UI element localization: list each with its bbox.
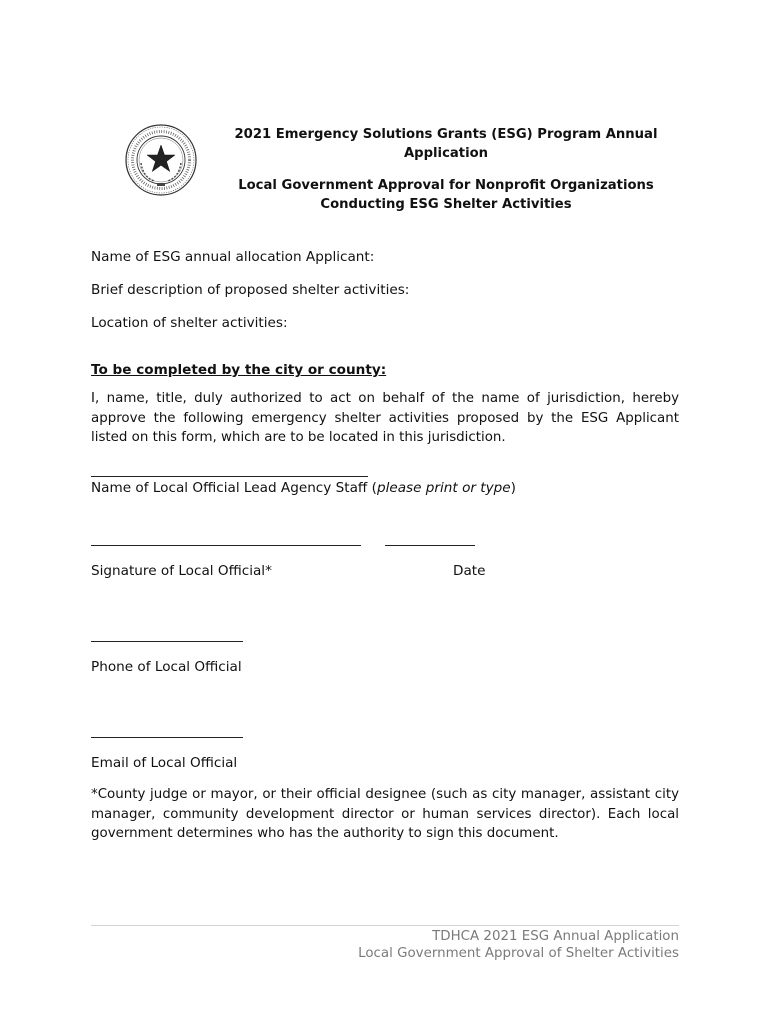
phone-label: Phone of Local Official [91,659,242,675]
email-line[interactable] [91,737,243,738]
official-name-label [91,479,516,497]
page-footer [358,928,679,962]
activity-description-label: Brief description of proposed shelter activities: [91,282,410,298]
activity-location-label: Location of shelter activities: [91,315,288,331]
document-subtitle [210,176,682,214]
official-name-label-italic: please print or type [376,480,511,496]
official-name-label-suffix: ) [510,480,516,496]
document-subtitle-line2: Conducting ESG Shelter Activities [320,197,572,212]
signatory-footnote: *County judge or mayor, or their official designee (such as city manager, assistant city manager, community development director or human services director). Each local government determines who has the authority to sign this document. [91,787,679,841]
applicant-name-label: Name of ESG annual allocation Applicant: [91,249,375,265]
state-seal-icon [124,123,198,197]
signature-label: Signature of Local Official* [91,563,272,579]
document-title [210,125,682,163]
official-name-line[interactable] [91,476,368,477]
approval-statement: I, name, title, duly authorized to act on behalf of the name of jurisdiction, hereby approve the following emergency shelter activities proposed by the ESG Applicant listed on this form, which are to be located in this jurisdiction. [91,391,679,445]
city-county-heading: To be completed by the city or county: [91,362,387,378]
document-title-block [210,125,682,214]
document-title-line2: Application [403,146,489,161]
signature-line[interactable] [91,545,361,546]
email-label: Email of Local Official [91,755,238,771]
footer-line1: TDHCA 2021 ESG Annual Application [432,929,679,944]
document-subtitle-line1: Local Government Approval for Nonprofit Organizations [238,178,654,193]
date-label: Date [453,563,486,579]
footer-divider [91,925,679,926]
date-line[interactable] [385,545,475,546]
document-title-line1: 2021 Emergency Solutions Grants (ESG) Program Annual [234,127,658,142]
phone-line[interactable] [91,641,243,642]
official-name-label-prefix: Name of Local Official Lead Agency Staff ( [91,480,377,496]
footer-line2: Local Government Approval of Shelter Activities [358,946,679,961]
